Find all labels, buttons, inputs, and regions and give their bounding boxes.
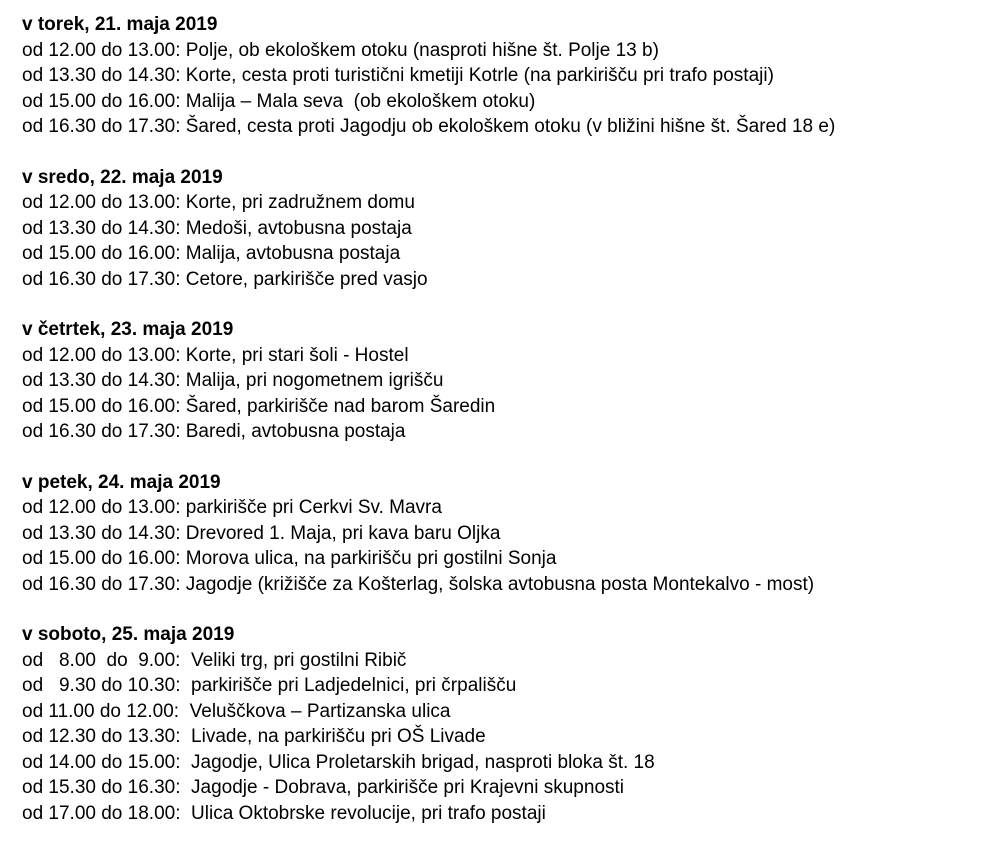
day-heading: v torek, 21. maja 2019	[22, 14, 218, 35]
day-heading: v soboto, 25. maja 2019	[22, 624, 235, 645]
schedule-entry: od 12.30 do 13.30: Livade, na parkirišču pri OŠ Livade	[22, 726, 486, 747]
schedule-entry: od 15.30 do 16.30: Jagodje - Dobrava, parkirišče pri Krajevni skupnosti	[22, 777, 625, 798]
schedule-entry: od 16.30 do 17.30: Cetore, parkirišče pred vasjo	[22, 268, 428, 290]
schedule-entry: od 8.00 do 9.00: Veliki trg, pri gostilni Ribič	[22, 649, 407, 671]
schedule-entry: od 16.30 do 17.30: Baredi, avtobusna postaja	[22, 421, 406, 442]
schedule-entry: od 12.00 do 13.00: Polje, ob ekološkem otoku (nasproti hišne št. Polje 13 b)	[22, 39, 659, 61]
schedule-entry: od 17.00 do 18.00: Ulica Oktobrske revolucije, pri trafo postaji	[22, 802, 546, 824]
schedule-entry: od 15.00 do 16.00: Morova ulica, na parkirišču pri gostilni Sonja	[22, 548, 557, 569]
day-heading: v četrtek, 23. maja 2019	[22, 319, 234, 340]
schedule-entry: od 9.30 do 10.30: parkirišče pri Ladjedelnici, pri črpališču	[22, 675, 517, 696]
day-tuesday	[22, 12, 1003, 140]
day-thursday	[22, 317, 1003, 445]
day-heading: v petek, 24. maja 2019	[22, 471, 221, 493]
day-saturday	[22, 622, 1003, 826]
day-wednesday	[22, 165, 1003, 293]
schedule-entry: od 15.00 do 16.00: Malija – Mala seva (ob ekološkem otoku)	[22, 90, 536, 112]
schedule-entry: od 12.00 do 13.00: Korte, pri zadružnem domu	[22, 192, 415, 213]
schedule-entry: od 13.30 do 14.30: Drevored 1. Maja, pri kava baru Oljka	[22, 522, 501, 544]
schedule-entry: od 15.00 do 16.00: Malija, avtobusna postaja	[22, 243, 401, 264]
schedule-entry: od 11.00 do 12.00: Veluščkova – Partizanska ulica	[22, 700, 451, 722]
schedule-entry: od 12.00 do 13.00: parkirišče pri Cerkvi Sv. Mavra	[22, 497, 442, 518]
schedule-entry: od 15.00 do 16.00: Šared, parkirišče nad barom Šaredin	[22, 395, 496, 417]
schedule-entry: od 14.00 do 15.00: Jagodje, Ulica Proletarskih brigad, nasproti bloka št. 18	[22, 751, 655, 773]
schedule-entry: od 16.30 do 17.30: Šared, cesta proti Jagodju ob ekološkem otoku (v bližini hišne št. Šared 18 e)	[22, 116, 836, 137]
day-heading: v sredo, 22. maja 2019	[22, 166, 223, 188]
schedule-entry: od 13.30 do 14.30: Malija, pri nogometnem igrišču	[22, 370, 444, 391]
schedule-entry: od 13.30 do 14.30: Medoši, avtobusna postaja	[22, 217, 412, 239]
schedule-entry: od 12.00 do 13.00: Korte, pri stari šoli - Hostel	[22, 344, 409, 366]
schedule-entry: od 13.30 do 14.30: Korte, cesta proti turistični kmetiji Kotrle (na parkirišču pri trafo postaji)	[22, 65, 774, 86]
schedule-entry: od 16.30 do 17.30: Jagodje (križišče za Košterlag, šolska avtobusna posta Montekalvo - most)	[22, 573, 815, 595]
day-friday	[22, 470, 1003, 598]
